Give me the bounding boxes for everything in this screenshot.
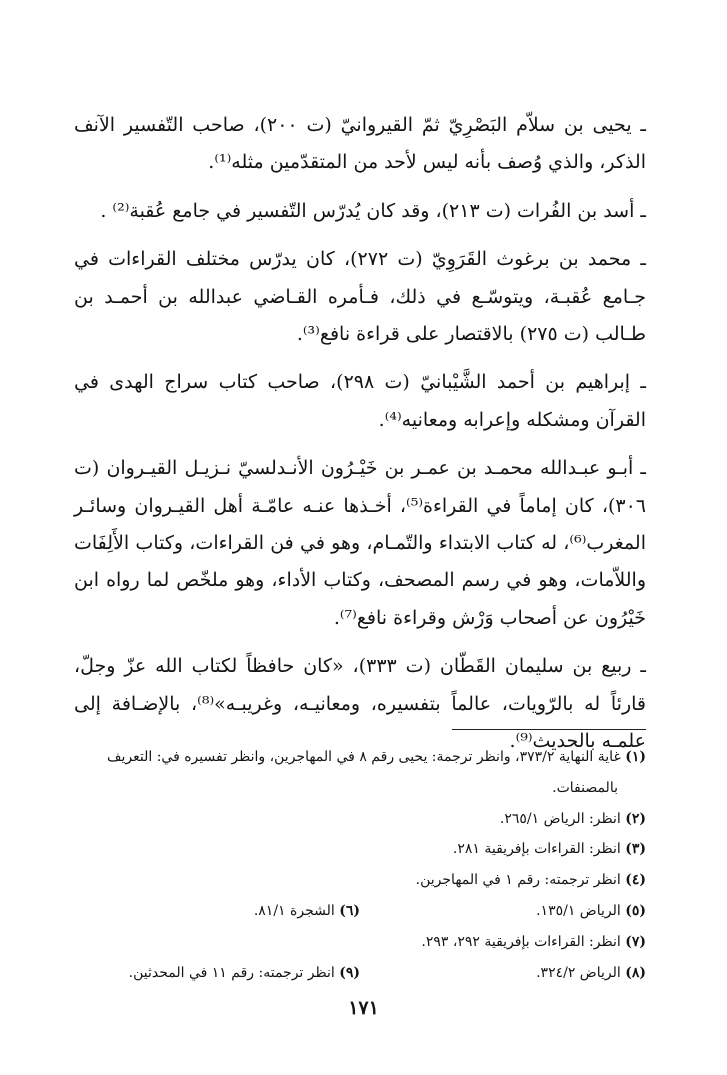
footnote-9 [74,958,360,989]
footnote-text: انظر ترجمته: رقم ١١ في المحدثين. [128,964,335,981]
paragraph-yahya-ibn-sallam: ـ يحيى بن سلاّم البَصْرِيّ ثمّ القيروانيّ (ت ٢٠٠)، صاحب التّفسير الآنف الذكر، والذي وُصف بأنه ليس لأحد من المتقدّمين مثله⁽¹⁾. [74,114,647,174]
paragraph-rabi-al-qattan: ـ ربيع بن سليمان القَطّان (ت ٣٣٣)، «كان حافظاً لكتاب الله عزّ وجلّ، قارئاً له بالرّويات، عالماً بتفسيره، ومعانيـه، وغريبـه»⁽⁸⁾، بالإضـافة إلى علمـه بالحديث⁽⁹⁾. [74,655,646,753]
footnote-number: (٦) [339,902,360,919]
footnote-text: الشجرة ٨١/١. [253,902,335,919]
footnote-1 [74,742,646,804]
footnote-number: (٤) [625,872,646,889]
footnote-text: الرياض ٣٢٤/٢. [536,964,621,981]
footnote-row [74,896,646,927]
footnote-5 [360,896,646,927]
footnote-3 [74,834,646,865]
footnote-number: (٧) [625,933,646,950]
footnote-number: (٥) [625,902,646,919]
paragraph-ibn-khayrun: ـ أبـو عبـدالله محمـد بن عمـر بن خَيْـرُون الأنـدلسيّ نـزيـل القيـروان (ت ٣٠٦)، كان إماماً في القراءة⁽⁵⁾، أخـذها عنـه عامّـة أهل القيـروان وسائـر المغرب⁽⁶⁾، له كتاب الابتداء والتّمـام، وهو في فن القراءات، وكتاب الأَلِفَات واللاّمات، وهو في رسم المصحف، وكتاب الأداء، وهو ملخّص لما رواه ابن خَيْرُون عن أصحاب وَرْش وقراءة نافع⁽⁷⁾. [74,457,646,629]
footnote-text: غاية النهاية ٣٧٣/٢، وانظر ترجمة: يحيى رقم ٨ في المهاجرين، وانظر تفسيره في: التعريف بالمصنفات. [107,749,621,796]
paragraph-muhammad-ibn-barghuth: ـ محمد بن برغوث القَرَوِيّ (ت ٢٧٢)، كان يدرّس مختلف القراءات في جـامع عُقبـة، ويتوسّـع في ذلك، فـأمره القـاضي عبدالله بن أحمـد بن طـالب (ت ٢٧٥) بالاقتصار على قراءة نافع⁽³⁾. [74,248,646,346]
footnote-8 [360,958,646,989]
footnote-2 [74,804,646,835]
footnote-number: (٣) [625,841,646,858]
footnote-number: (٢) [625,810,646,827]
main-text [74,107,646,772]
footnote-text: انظر ترجمته: رقم ١ في المهاجرين. [415,872,621,889]
footnote-text: انظر: القراءات بإفريقية ٢٩٢، ٢٩٣. [421,933,621,950]
footnote-text: انظر: الرياض ٢٦٥/١. [499,810,621,827]
paragraph-asad-ibn-al-furat: ـ أسد بن الفُرات (ت ٢١٣)، وقد كان يُدرّس التّفسير في جامع عُقبة⁽²⁾ . [100,199,646,222]
paragraph-ibrahim-al-shaybani: ـ إبراهيم بن أحمد الشَّيْبانيّ (ت ٢٩٨)، صاحب كتاب سراج الهدى في القرآن ومشكله وإعرابه ومعانيه⁽⁴⁾. [74,371,646,431]
footnote-number: (١) [625,749,646,765]
footnote-7 [74,927,646,958]
footnote-number: (٩) [339,964,360,981]
footnote-separator [452,729,646,730]
footnote-text: الرياض ١٣٥/١. [536,902,621,919]
footnotes [74,742,646,988]
footnote-4 [74,865,646,896]
footnote-row [74,958,646,989]
footnote-text: انظر: القراءات بإفريقية ٢٨١. [452,841,621,858]
footnote-number: (٨) [625,964,646,981]
page-number: ١٧١ [348,997,379,1019]
footnote-6 [74,896,360,927]
